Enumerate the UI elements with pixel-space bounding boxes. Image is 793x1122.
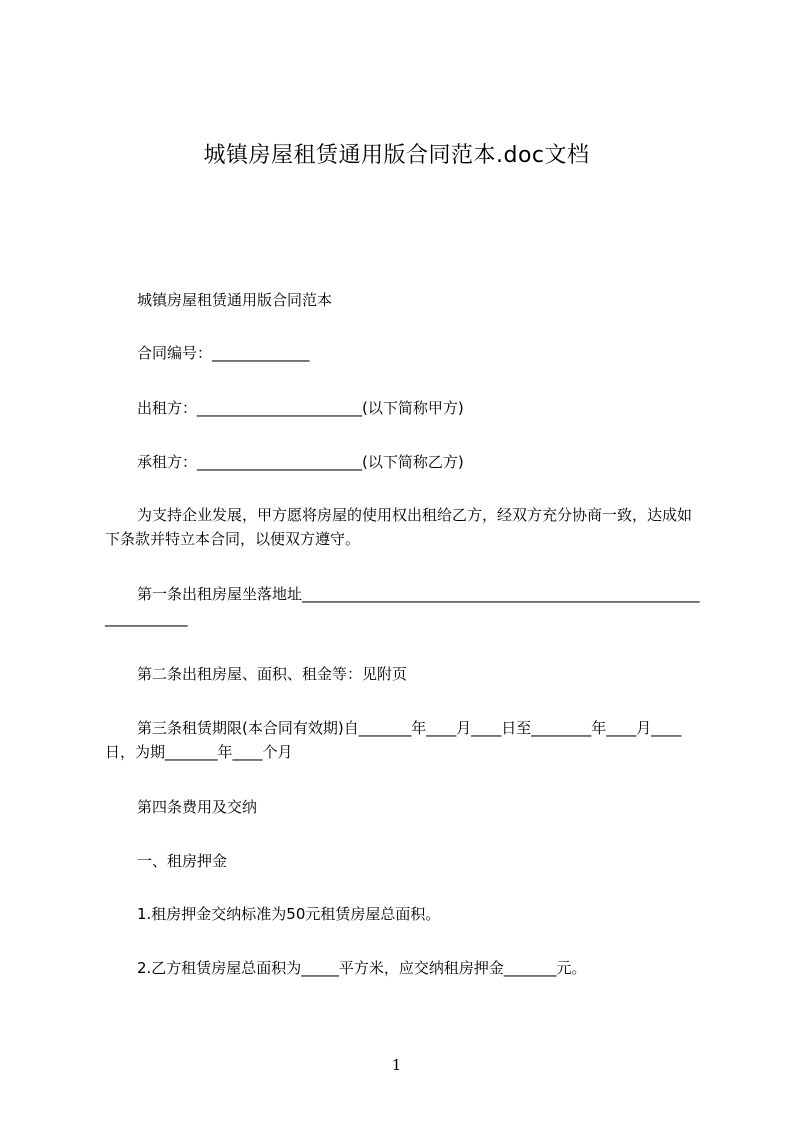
lessor-line: 出租方：______________________(以下简称甲方): [137, 399, 464, 417]
lessee-line: 承租方：______________________(以下简称乙方): [137, 453, 464, 471]
contract-heading: 城镇房屋租赁通用版合同范本: [137, 291, 333, 309]
contract-number-line: 合同编号：_____________: [137, 344, 310, 362]
intro-paragraph: 为支持企业发展，甲方愿将房屋的使用权出租给乙方，经双方充分协商一致，达成如下条款并特立本合同，以便双方遵守。: [105, 506, 693, 548]
document-title: 城镇房屋租赁通用版合同范本.doc文档: [203, 143, 590, 168]
article-1-address: 第一条出租房屋坐落地址________________________________________________________________: [105, 585, 700, 627]
deposit-item-2: 2.乙方租赁房屋总面积为_____平方米，应交纳租房押金_______元。: [137, 959, 587, 977]
section-deposit-heading: 一、租房押金: [137, 852, 228, 870]
page-number: 1: [391, 1056, 402, 1074]
article-4-fees: 第四条费用及交纳: [137, 798, 258, 816]
article-3-term: 第三条租赁期限(本合同有效期)自_______年____月____日至________年____月____日，为期_______年____个月: [105, 719, 682, 761]
deposit-item-1: 1.租房押金交纳标准为50元租赁房屋总面积。: [137, 905, 441, 923]
article-2-premises: 第二条出租房屋、面积、租金等：见附页: [137, 665, 408, 683]
